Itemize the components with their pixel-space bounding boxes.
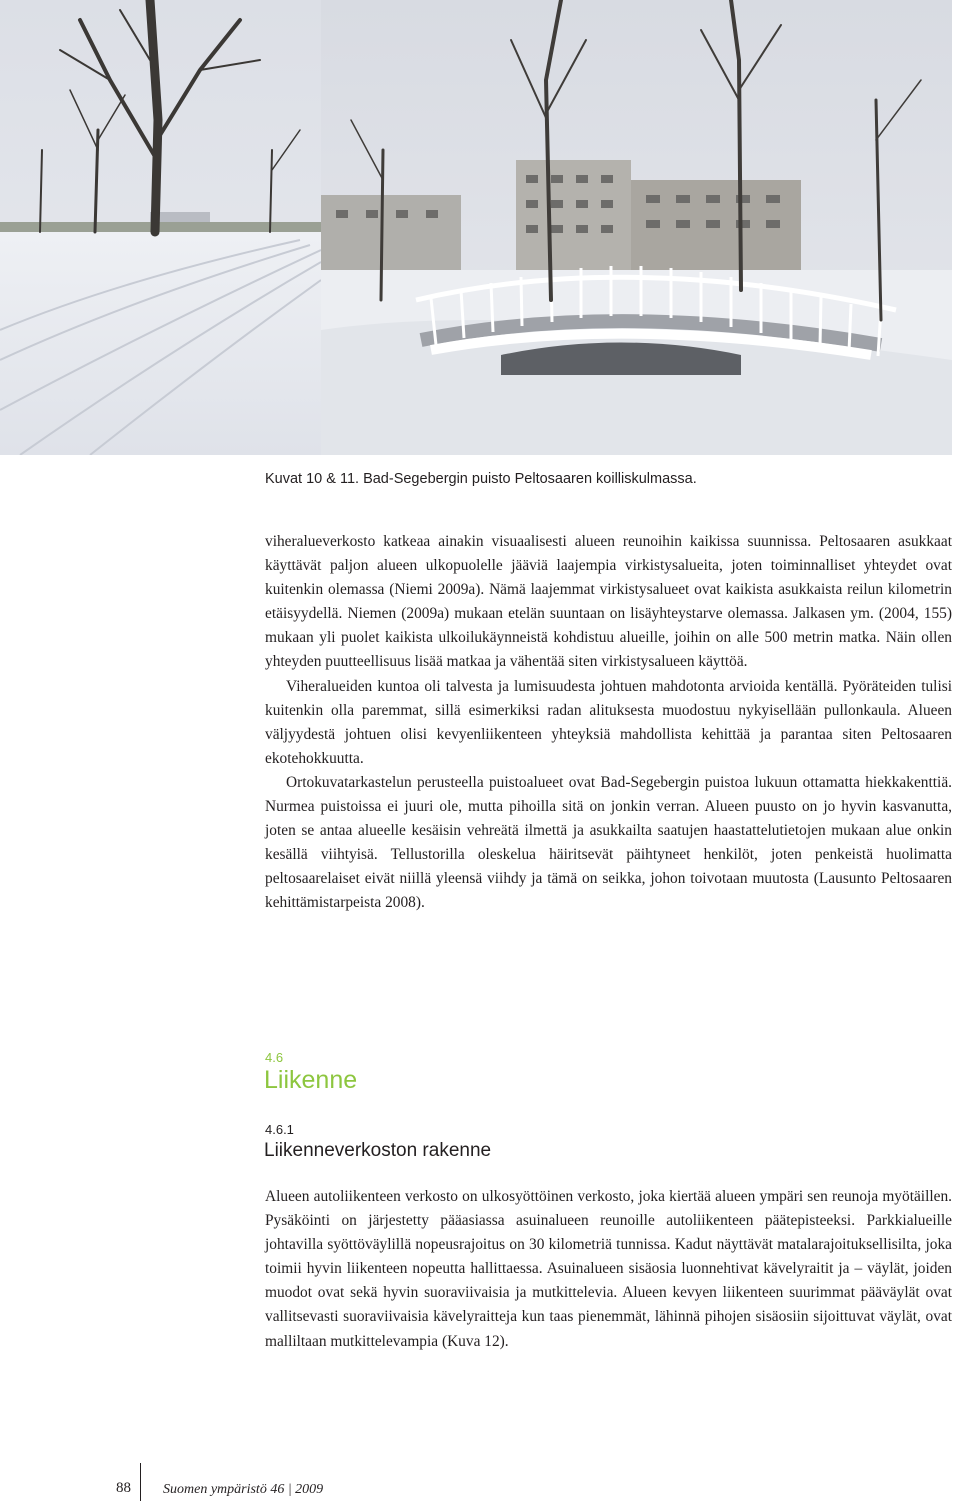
paragraph: Ortokuvatarkastelun perusteella puistoalueet ovat Bad-Segebergin puistoa lukuun ottamatta hiekkakenttiä. Nurmea puistoissa ei juuri ole, mutta pihoilla sitä on jonkin verran. Alueen puusto on jo hyvin kasvanutta, joten se antaa alueelle kesäisin vehreätä ilmettä ja asukkailta saatujen haastattelutietojen mukaan alue onkin kesällä viihtyisä. Tellustorilla oleskelua häiritsevät päihtyneet henkilöt, joten penkeistä huolimatta peltosaarelaiset eivät niillä yleensä viihdy ja tämä on seikka, johon toivotaan muutosta (Lausunto Peltosaaren kehittämistarpeista 2008).	[265, 773, 952, 912]
paragraph: Alueen autoliikenteen verkosto on ulkosyöttöinen verkosto, joka kiertää alueen ympäri sen reunoja myötäillen. Pysäköinti on järjestetty pääasiassa asuinalueen reunoille autoliikenteen päätepisteeksi. Parkkialueille johtavilla syöttöväylillä nopeusrajoitus on 30 kilometriä tunnissa. Kadut näyttävät matalarajoituksellisilta, joka toimii hyvin liikenteen nopeutta hallittaessa. Asuinalueen sisäosia luonnehtivat kävelyraitit ja – väylät, joiden muodot ovat sekä hyvin suoraviivaisia ja mutkittelevia. Alueen kevyen liikenteen suurimmat pääväylät ovat vallitsevasti suoraviivaisia kävelyraitteja kun taas pienemmät, lähinnä pihojen sisäosiin sijoittuvat väylät, ovat malliltaan mutkittelevampia (Kuva 12).	[265, 1188, 952, 1350]
subsection-number: 4.6.1	[265, 1122, 294, 1137]
section-number: 4.6	[265, 1050, 284, 1065]
snowy-bridge-photo	[321, 0, 952, 455]
snowy-park-path-photo	[0, 0, 321, 455]
paragraph: viheralueverkosto katkeaa ainakin visuaalisesti alueen reunoihin kaikissa suunnissa. Peltosaaren asukkaat käyttävät paljon alueen ulkopuolelle jääviä laajempia virkistysalueita, joten toiminnalliset yhteydet ovat kuitenkin olemassa (Niemi 2009a). Nämä laajemmat virkistysalueet ovat kaikista asukkaista reilun kilometrin etäisyydellä. Niemen (2009a) mukaan etelän suuntaan on lisäyhteystarve olemassa. Jalkasen ym. (2004, 155) mukaan yli puolet kaikista ulkoilukäynneistä kohdistuu alueille, joihin on alle 500 metrin matka. Näin ollen yhteyden puutteellisuus lisää matkaa ja vähentää siten virkistysalueen käyttöä.	[265, 533, 952, 671]
page-number: 88	[116, 1480, 131, 1496]
body-text-block	[265, 1185, 952, 1354]
photo-caption: Kuvat 10 & 11. Bad-Segebergin puisto Peltosaaren koilliskulmassa.	[265, 471, 697, 487]
paragraph: Viheralueiden kuntoa oli talvesta ja lumisuudesta johtuen mahdotonta arvioida kentällä. Pyöräteiden tulisi kuitenkin olla paremmat, sillä esimerkiksi radan alituksesta muodostuu nykyisellään pullonkaula. Alueen väljyydestä johtuen olisi kevyenliikenteen yhteyksiä mahdollista kehittää ja parantaa siten Peltosaaren ekotehokkuutta.	[265, 677, 952, 767]
section-title: Liikenne	[264, 1066, 358, 1094]
subsection-title: Liikenneverkoston rakenne	[264, 1140, 492, 1161]
body-text-block	[265, 530, 952, 916]
footer-divider	[140, 1463, 141, 1501]
publication-name: Suomen ympäristö 46 | 2009	[163, 1482, 324, 1497]
